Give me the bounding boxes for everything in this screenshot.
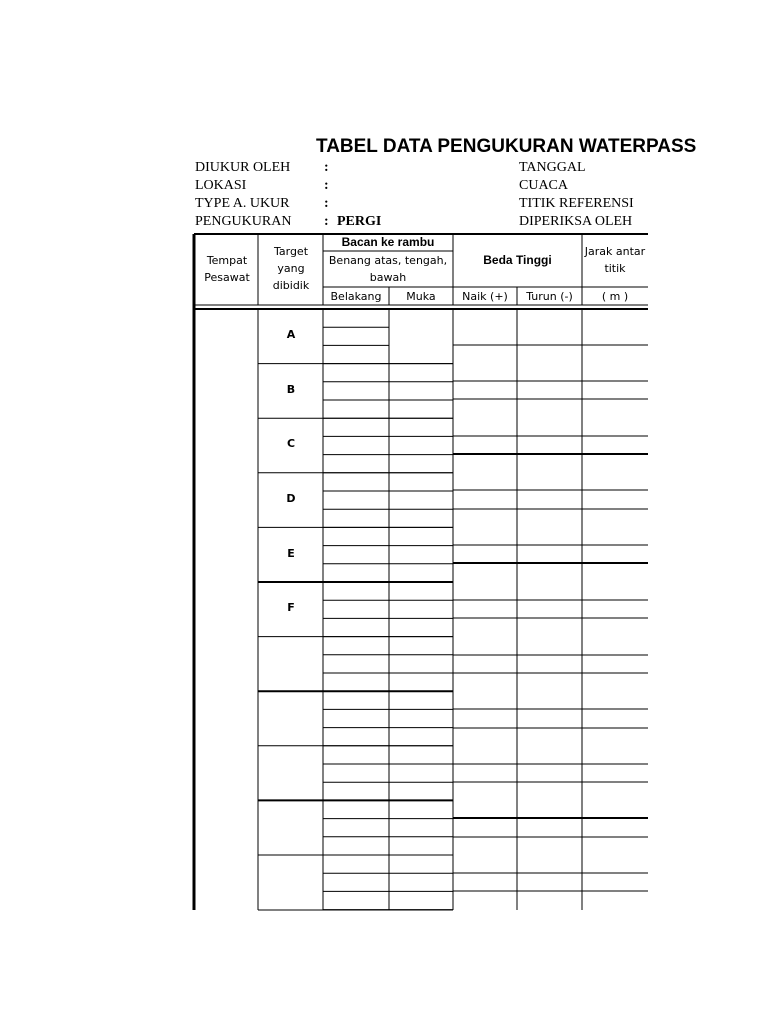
meta-colon: :	[324, 214, 329, 229]
meta-label-cuaca: CUACA	[519, 178, 569, 193]
header-belakang: Belakang	[330, 290, 382, 303]
header-tempat-pesawat: Tempat Pesawat	[204, 254, 250, 284]
target-label: C	[286, 437, 296, 450]
page-title: TABEL DATA PENGUKURAN WATERPASS	[316, 136, 697, 157]
meta-colon: :	[324, 178, 329, 193]
header-target: Target yang dibidik	[272, 245, 310, 292]
meta-value-pengukuran: PERGI	[337, 214, 382, 229]
meta-label-tanggal: TANGGAL	[519, 160, 586, 175]
meta-label-diperiksa-oleh: DIPERIKSA OLEH	[519, 214, 633, 229]
header-bacaan-rambu: Bacan ke rambu	[341, 235, 435, 249]
header-benang: Benang atas, tengah, bawah	[328, 254, 448, 284]
header-beda-tinggi: Beda Tinggi	[483, 253, 552, 267]
meta-label-titik-referensi: TITIK REFERENSI	[519, 196, 634, 211]
header-turun: Turun (-)	[526, 290, 573, 303]
meta-label-pengukuran: PENGUKURAN	[195, 214, 292, 229]
target-label: F	[287, 601, 295, 614]
meta-label-lokasi: LOKASI	[195, 178, 247, 193]
header-jarak: Jarak antar titik	[584, 245, 646, 275]
target-label: A	[286, 328, 296, 341]
header-satuan: ( m )	[601, 290, 629, 303]
meta-colon: :	[324, 160, 329, 175]
meta-label-type-alat: TYPE A. UKUR	[195, 196, 290, 211]
target-label: B	[286, 383, 296, 396]
meta-label-diukur-oleh: DIUKUR OLEH	[195, 160, 291, 175]
meta-colon: :	[324, 196, 329, 211]
target-label: E	[287, 547, 295, 560]
header-naik: Naik (+)	[462, 290, 508, 303]
target-label: D	[286, 492, 296, 505]
header-muka: Muka	[406, 290, 436, 303]
